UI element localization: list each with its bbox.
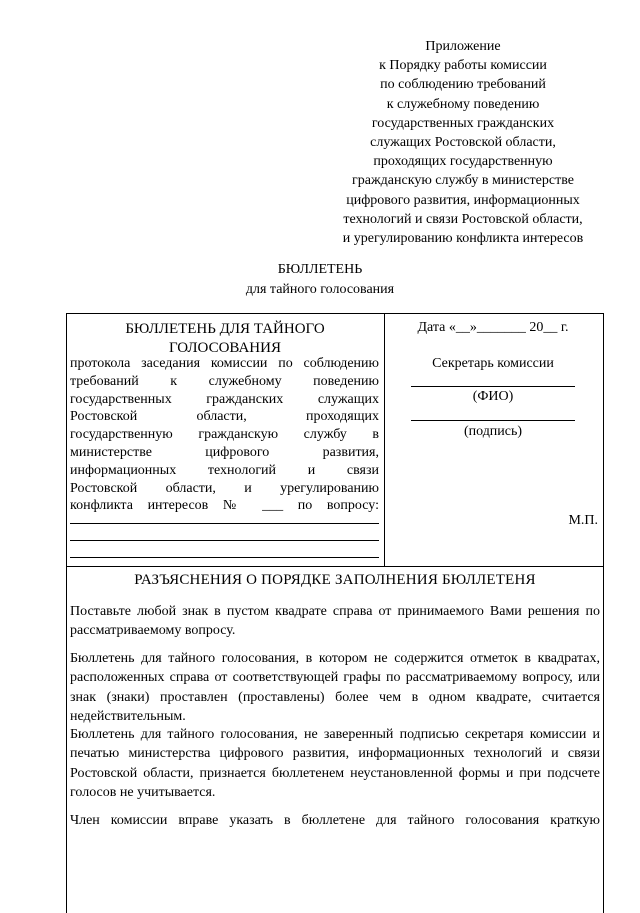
ballot-subheading: для тайного голосования: [245, 282, 395, 297]
secretary-fio-line[interactable]: [411, 386, 575, 387]
appendix-line: и урегулированию конфликта интересов: [342, 231, 584, 247]
appendix-line: к служебному поведению: [386, 96, 540, 112]
form-body-line: министерстве цифрового развития,: [70, 444, 379, 460]
form-left-body: [70, 355, 379, 515]
secretary-label: Секретарь комиссии: [432, 356, 554, 371]
ballot-heading: БЮЛЛЕТЕНЬ: [277, 262, 363, 277]
question-fill-line[interactable]: [70, 557, 379, 558]
appendix-line: государственных гражданских: [371, 115, 555, 131]
form-body-line: Ростовской области, и урегулированию: [70, 480, 379, 496]
column-divider: [384, 313, 385, 566]
appendix-line: служащих Ростовской области,: [370, 135, 556, 151]
appendix-line: Приложение: [425, 39, 501, 54]
form-body-line: государственную гражданскую службу в: [70, 427, 379, 443]
question-fill-line[interactable]: [70, 540, 379, 541]
appendix-line: проходящих государственную: [373, 154, 553, 170]
stamp-label: М.П.: [568, 513, 598, 528]
section-divider: [66, 566, 604, 567]
explanations-title: РАЗЪЯСНЕНИЯ О ПОРЯДКЕ ЗАПОЛНЕНИЯ БЮЛЛЕТЕНЯ: [134, 572, 536, 588]
date-field[interactable]: Дата «__»_______ 20__ г.: [417, 320, 569, 335]
explanation-paragraph: Поставьте любой знак в пустом квадрате справа от принимаемого Вами решения по рассматриваемому вопросу.: [70, 604, 600, 639]
appendix-line: цифрового развития, информационных: [346, 192, 580, 208]
form-body-line: государственных гражданских служащих: [70, 391, 379, 407]
form-left-title: [70, 320, 380, 358]
question-fill-line[interactable]: [70, 523, 379, 524]
appendix-line: технологий и связи Ростовской области,: [343, 211, 583, 227]
form-body-line: Ростовской области, проходящих: [70, 409, 379, 425]
explanation-paragraph: Бюллетень для тайного голосования, не заверенный подписью секретаря комиссии и печатью министерства цифрового развития, информационных технологий и связи Ростовской области, признается бюллетенем неустановленной формы и при подсчете голосов не учитывается.: [70, 727, 600, 800]
form-body-line: конфликта интересов № ___ по вопросу:: [70, 498, 379, 514]
signature-label: (подпись): [463, 424, 523, 439]
appendix-line: по соблюдению требований: [380, 77, 546, 93]
appendix-header: [320, 37, 606, 248]
explanation-paragraph: Бюллетень для тайного голосования, в котором не содержится отметок в квадратах, расположенных справа от соответствующей графы по рассматриваемому вопросу, или знак (знаки) проставлен (проставлены) более чем в одном квадрате, считается недействительным.: [70, 651, 600, 724]
appendix-line: гражданскую службу в министерстве: [352, 173, 574, 189]
explanation-paragraph: Член комиссии вправе указать в бюллетене для тайного голосования краткую: [70, 813, 600, 828]
form-title-line: БЮЛЛЕТЕНЬ ДЛЯ ТАЙНОГО: [125, 321, 325, 337]
form-body-line: требований к служебному поведению: [70, 373, 379, 389]
secretary-signature-line[interactable]: [411, 420, 575, 421]
fio-label: (ФИО): [472, 389, 514, 404]
form-title-line: ГОЛОСОВАНИЯ: [169, 340, 281, 356]
appendix-line: к Порядку работы комиссии: [379, 58, 547, 74]
form-body-line: протокола заседания комиссии по соблюдению: [70, 356, 379, 371]
form-body-line: информационных технологий и связи: [70, 462, 379, 478]
